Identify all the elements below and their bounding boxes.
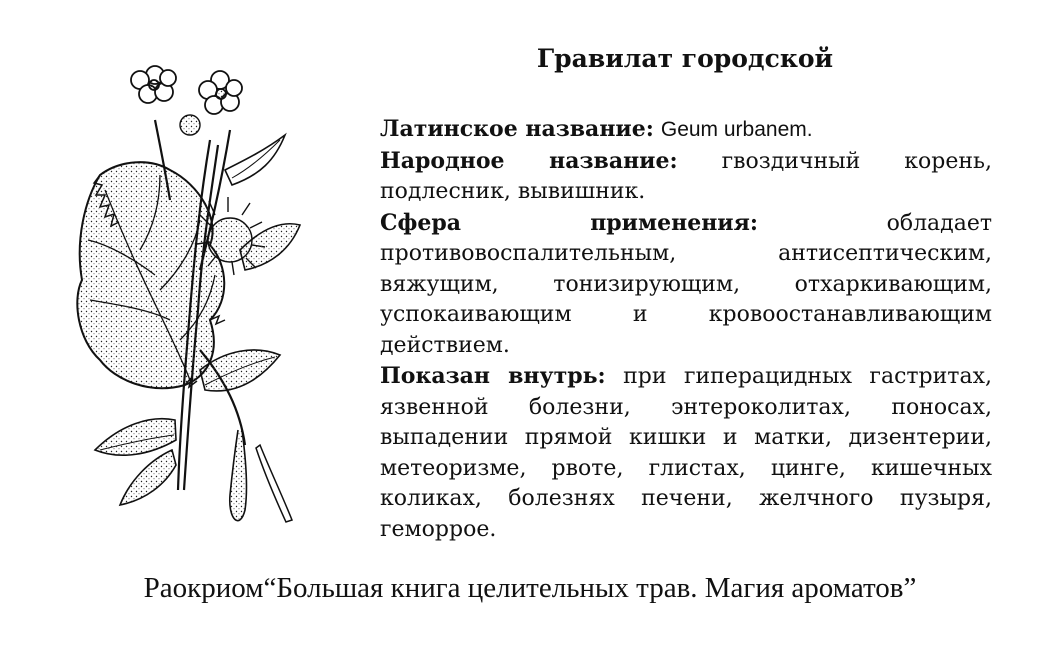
source-caption: Раокриом“Большая книга целительных трав. Магия ароматов” <box>143 572 917 604</box>
use-label: Сфера применения: <box>380 209 759 236</box>
lower-leaf-left-2 <box>120 450 176 505</box>
hanging-fruit <box>230 430 247 521</box>
internal-paragraph <box>380 361 992 545</box>
folk-name-value: гвоздичный корень, подлесник, вывишник. <box>380 148 992 204</box>
plant-illustration <box>60 50 320 540</box>
internal-label: Показан внутрь: <box>380 363 606 389</box>
latin-name-label: Латинское название: <box>380 116 654 142</box>
latin-name-value: Geum urbanem. <box>660 118 813 141</box>
internal-value: при гиперацидных гастритах, язвенной болезни, энтероколитах, поносах, выпадении прямой кишки и матки, дизентерии, метеоризме, рвоте, глистах, цинге, кишечных коликах, болезнях печени, желчного пузыря, геморрое. <box>380 364 992 542</box>
description-body <box>380 114 992 545</box>
flower-top-left <box>131 66 176 103</box>
latin-name-paragraph <box>380 114 992 146</box>
page-title: Гравилат городской <box>536 44 834 73</box>
folk-name-label: Народное название: <box>380 147 678 174</box>
use-value: обладает противовоспалительным, антисептическим, вяжущим, тонизирующим, отхаркивающим, успокаивающим и кровоостанавливающим действием. <box>380 210 993 358</box>
folk-name-paragraph <box>380 146 992 208</box>
stem-leaf-right <box>225 135 285 185</box>
flower-top-right <box>199 71 242 114</box>
lower-leaf-left <box>95 419 176 455</box>
use-paragraph <box>380 208 992 362</box>
